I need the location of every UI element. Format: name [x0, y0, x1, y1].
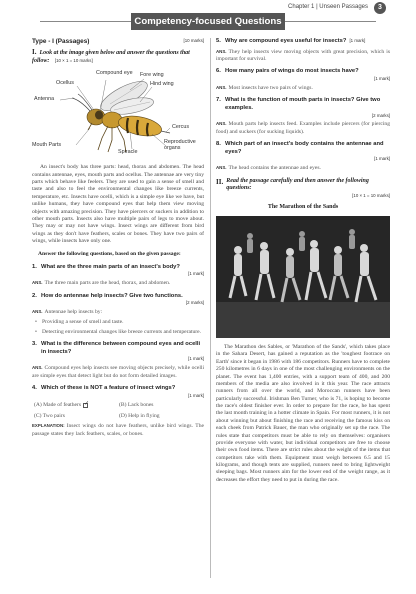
- label-reproductive-organs: Reproductive organs: [164, 139, 196, 152]
- question-7: 7. What is the function of mouth parts in insects? Give two examples.: [216, 97, 381, 111]
- q3-marks: [1 mark]: [188, 356, 204, 362]
- q6-marks: [1 mark]: [374, 76, 390, 82]
- q4-options: [32, 402, 204, 420]
- q7-marks: [2 marks]: [371, 112, 390, 118]
- list-item: • Detecting environmental changes like breeze currents and temperature.: [42, 329, 204, 336]
- label-mouth-parts: Mouth Parts: [32, 142, 62, 149]
- left-column: [32, 38, 204, 438]
- label-hind-wing: Hind wing: [150, 81, 174, 88]
- answer-1: ANS. The three main parts are the head, thorax, and abdomen.: [32, 280, 171, 287]
- section2-marks: [10 × 1 = 10 marks]: [352, 193, 390, 199]
- right-column: [216, 38, 390, 484]
- answer-2-bullets: [32, 319, 204, 336]
- label-compound-eye: Compound eye: [96, 70, 133, 77]
- question-6: 6. How many pairs of wings do most insects have?: [216, 68, 359, 75]
- label-fore-wing: Fore wing: [140, 72, 164, 79]
- question-5: 5. Why are compound eyes useful for insects? [1 mark]: [216, 38, 366, 44]
- marathon-photo: [216, 216, 390, 338]
- option-c[interactable]: (C) Two pairs: [34, 412, 65, 419]
- column-divider: [210, 38, 211, 578]
- q4-explanation: EXPLANATION: Insect wings do not have feathers, unlike bird wings. The passage states they lack feathers, scales, or bones.: [32, 423, 204, 437]
- answer-8: ANS. The head contains the antennae and eyes.: [216, 165, 321, 172]
- section1-roman: I.: [32, 48, 37, 57]
- question-8: 8. Which part of an insect's body contains the antennae and eyes?: [216, 141, 384, 155]
- label-antenna: Antenna: [34, 96, 55, 103]
- passage-prompt: Answer the following questions, based on the given passage:: [38, 251, 181, 258]
- insect-passage: An insect's body has three parts: head, thorax and abdomen. The head contains antennae, eyes, mouth parts and ocellus. The antennae are very tiny parts which behave like feelers. They are used to gain a sense of smell and taste and also to feel the environmental changes like breeze currents, temperature, etc. Insects have ocelli, which is a simple eye like we have, but unlike humans, they have compound eyes that help them view moving objects with amazing precision. They have piercers or suckers in addition to other mouth parts. Insects also have multiple pairs of legs to move about. They may or may not have wings. Insect wings are different from bird wings as they don't have feathers, scales or bones. They have two pairs of wings, while insects have only one.: [32, 164, 204, 245]
- answer-7: ANS. Mouth parts help insects feed. Examples include piercers (for piercing food) and suckers (for sucking liquids).: [216, 121, 390, 135]
- checkbox-icon[interactable]: [83, 403, 88, 408]
- section1-instruction: I. Look at the image given below and answer the questions that follow: [10 × 1 = 10 marks]: [32, 48, 190, 65]
- option-a[interactable]: (A) Made of feathers✓: [34, 402, 119, 409]
- section-banner: Competency-focused Questions: [131, 13, 285, 30]
- q2-marks: [2 marks]: [185, 300, 204, 306]
- label-spiracle: Spiracle: [118, 149, 138, 156]
- passage-title: The Marathon of the Sands: [267, 204, 339, 211]
- type-heading: [32, 38, 204, 46]
- q8-marks: [1 mark]: [374, 156, 390, 162]
- label-ocellus: Ocellus: [56, 80, 74, 87]
- question-1: 1. What are the three main parts of an insect's body?: [32, 263, 180, 270]
- option-d[interactable]: (D) Help in flying: [119, 412, 160, 419]
- q1-marks: [1 mark]: [188, 271, 204, 277]
- answer-6: ANS. Most insects have two pairs of wings.: [216, 84, 313, 91]
- question-3: 3. What is the difference between compound eyes and ocelli in insects?: [32, 341, 201, 355]
- q4-marks: [1 mark]: [188, 392, 204, 398]
- section1-marks: [10 × 1 = 10 marks]: [54, 58, 93, 64]
- answer-2: ANS. Antennae help insects by:: [32, 309, 103, 316]
- section2-instruction: II. Read the passage carefully and then answer the following questions:: [216, 177, 369, 192]
- marathon-passage: The Marathon des Sables, or 'Marathon of the Sands', which takes place in the Sahara Desert, has gained a reputation as the 'toughest footrace on Earth' since it began in 1986 with 186 competitors. Runners have to complete 250 kilometres in 6 days in one of the most challenging environments on the planet. The event has 1,400 entries, with a support team of 400, and 200 members of the media are also involved in it this year. The race attracts runners from all over the world, and Moroccan runners have been particularly successful. Irishman Ben Turner, who is 71, is hoping to become the race's oldest finisher ever. In order to prepare for the race, he has spent the last month training in a hotter climate in Spain. For most runners, it is not about winning but about finishing the race and receiving the famous kiss on each cheek from Patrick Bauer, the man who originally set up the race. The rules state that competitors must be able to rely on themselves: organisers provide everyone with water, but individual competitors are free to choose their own food items. There are strict rules about the weight of the items that competitors take with them. Equipment must weigh between 6.5 and 15 kilograms, and though tents are supplied, runners need to bring lightweight sleeping bags. Most runners aim for the lower end of the weight range, as it decreases the effort they need to put in during the race.: [216, 344, 390, 483]
- chapter-title: Chapter 1 | Unseen Passages: [288, 4, 368, 10]
- question-2: 2. How do antennae help insects? Give two functions.: [32, 292, 183, 299]
- answer-3: ANS. Compound eyes help insects see moving objects precisely, while ocelli are simple eyes that detect light but do not form detailed images.: [32, 365, 204, 379]
- page-number: 3: [374, 2, 386, 14]
- type-title: Type - I (Passages): [32, 38, 90, 45]
- type-marks: [10 marks]: [183, 38, 204, 43]
- answer-5: ANS. They help insects view moving objects with great precision, which is important for survival.: [216, 48, 390, 63]
- label-cercus: Cercus: [172, 124, 190, 131]
- insect-diagram: [32, 70, 204, 158]
- list-item: • Providing a sense of smell and taste.: [42, 319, 204, 326]
- question-4: 4. Which of these is NOT a feature of insect wings?: [32, 385, 176, 392]
- runners-image: [216, 216, 390, 338]
- option-b[interactable]: (B) Lack bones: [119, 402, 154, 409]
